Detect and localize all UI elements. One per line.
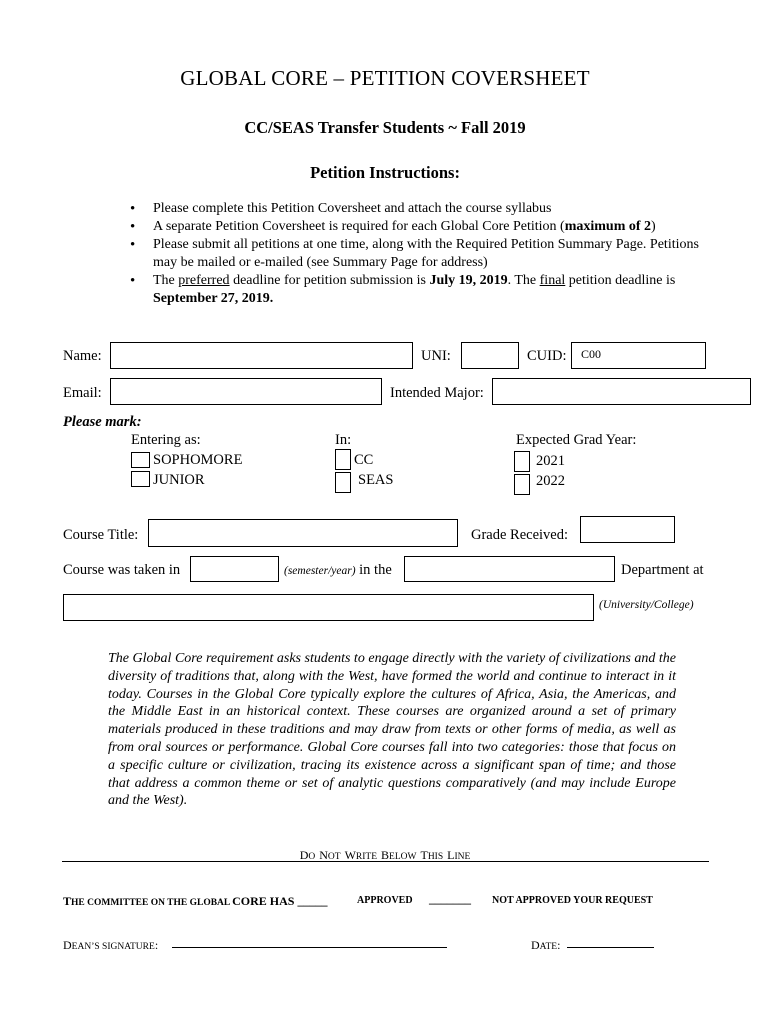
instruction-item bbox=[126, 272, 716, 308]
instruction-text: A separate Petition Coversheet is required for each Global Core Petition ( bbox=[153, 219, 565, 234]
junior-label: JUNIOR bbox=[153, 472, 205, 488]
dean-letter: D bbox=[63, 938, 72, 952]
instruction-text: Please complete this Petition Coversheet and attach the course syllabus bbox=[153, 201, 552, 216]
major-label: Intended Major: bbox=[390, 385, 484, 401]
name-field[interactable] bbox=[110, 342, 413, 369]
course-title-label: Course Title: bbox=[63, 527, 139, 543]
semester-year-hint-group bbox=[284, 562, 392, 579]
instruction-text: . The bbox=[507, 273, 540, 288]
final-text: final bbox=[539, 273, 566, 288]
global-core-description: The Global Core requirement asks students to engage directly with the variety of civilizations and the diversity of traditions that, along with the West, have formed the world and continue to interact in it today. Courses in the Global Core typically explore the cultures of Africa, Asia, the Americas, and the Middle East in an historical context. These courses are organized around a set of primary materials produced in these traditions and may draw from texts or other forms of media, as well as from oral sources or performance. Global Core courses fall into two categories: those that focus on a specific culture or civilization, tracing its existence across a significant span of time; and those that address a common theme or set of analytic questions comparatively (and may include Europe and the West). bbox=[108, 651, 676, 809]
dnw-letter: RITE bbox=[355, 852, 378, 862]
email-label: Email: bbox=[63, 385, 102, 401]
instructions-heading: Petition Instructions: bbox=[310, 163, 460, 182]
seas-label: SEAS bbox=[358, 472, 394, 488]
uni-field[interactable] bbox=[461, 342, 519, 369]
year-2022-label: 2022 bbox=[536, 473, 565, 489]
grade-received-field[interactable] bbox=[580, 516, 675, 543]
not-approved-blank: _______ bbox=[429, 892, 471, 906]
dnw-letter: W bbox=[344, 848, 356, 862]
instruction-text: petition deadline is bbox=[565, 273, 676, 288]
year-2021-checkbox[interactable] bbox=[514, 451, 530, 472]
max-petitions-text: maximum of 2 bbox=[564, 219, 652, 234]
dnw-letter: B bbox=[381, 848, 390, 862]
instruction-text: ) bbox=[651, 219, 656, 234]
dnw-letter: L bbox=[447, 848, 455, 862]
semester-year-hint: (semester/year) bbox=[284, 565, 356, 577]
cc-checkbox[interactable] bbox=[335, 449, 351, 470]
page-subtitle: CC/SEAS Transfer Students ~ Fall 2019 bbox=[244, 118, 526, 137]
date-line[interactable] bbox=[567, 934, 654, 948]
seas-checkbox[interactable] bbox=[335, 472, 351, 493]
dnw-letter: INE bbox=[454, 852, 471, 862]
course-title-field[interactable] bbox=[148, 519, 458, 547]
dean-text: IGNATURE bbox=[107, 942, 155, 952]
approved-blank: _____ bbox=[294, 894, 328, 908]
committee-statement bbox=[63, 892, 327, 910]
dnw-letter: ELOW bbox=[389, 852, 417, 862]
dnw-letter: N bbox=[319, 848, 328, 862]
dnw-letter: HIS bbox=[427, 852, 444, 862]
junior-checkbox[interactable] bbox=[131, 471, 150, 487]
preferred-deadline: July 19, 2019 bbox=[429, 273, 508, 288]
dean-text: EAN bbox=[71, 942, 92, 952]
dean-signature-label bbox=[63, 936, 158, 954]
year-2021-label: 2021 bbox=[536, 453, 565, 469]
dnw-letter: D bbox=[299, 848, 309, 862]
name-label: Name: bbox=[63, 348, 102, 364]
cuid-field[interactable] bbox=[571, 342, 706, 369]
divider-line bbox=[62, 861, 709, 862]
dean-text: ’S S bbox=[91, 942, 108, 952]
grade-received-label: Grade Received: bbox=[471, 527, 569, 543]
instruction-item bbox=[126, 236, 716, 272]
date-text: : bbox=[557, 938, 561, 952]
university-field[interactable] bbox=[63, 594, 594, 621]
year-2022-checkbox[interactable] bbox=[514, 474, 530, 495]
dnw-letter: O bbox=[308, 852, 316, 862]
semester-year-field[interactable] bbox=[190, 556, 279, 582]
uni-label: UNI: bbox=[421, 348, 451, 364]
cc-label: CC bbox=[354, 452, 374, 468]
dean-signature-line[interactable] bbox=[172, 934, 447, 948]
instructions-list bbox=[126, 200, 716, 308]
email-field[interactable] bbox=[110, 378, 382, 405]
date-text: ATE bbox=[539, 942, 558, 952]
in-the-label: in the bbox=[355, 562, 392, 578]
entering-as-label: Entering as: bbox=[131, 432, 201, 448]
page-title: GLOBAL CORE – PETITION COVERSHEET bbox=[180, 66, 590, 90]
dean-text: : bbox=[154, 938, 159, 952]
dnw-letter: OT bbox=[327, 852, 341, 862]
instruction-item bbox=[126, 218, 716, 236]
final-deadline: September 27, 2019. bbox=[153, 291, 274, 306]
preferred-text: preferred bbox=[178, 273, 230, 288]
instruction-item bbox=[126, 200, 716, 218]
please-mark-label: Please mark: bbox=[63, 414, 142, 430]
cuid-label: CUID: bbox=[527, 348, 567, 364]
sophomore-checkbox[interactable] bbox=[131, 452, 150, 468]
cuid-value: C00 bbox=[581, 347, 602, 361]
approved-label: APPROVED bbox=[357, 895, 413, 906]
committee-letter: T bbox=[63, 894, 72, 908]
committee-text: HE COMMITTEE ON THE GLOBAL bbox=[71, 898, 233, 908]
instruction-text: Please submit all petitions at one time, along with the Required Petition Summary Page. Petitions may be mailed or e-mailed (see Summary Page for address) bbox=[153, 237, 699, 270]
date-letter: D bbox=[531, 938, 540, 952]
instruction-text: The bbox=[153, 273, 179, 288]
department-field[interactable] bbox=[404, 556, 615, 582]
university-hint: (University/College) bbox=[599, 599, 694, 611]
not-approved-label: NOT APPROVED YOUR REQUEST bbox=[492, 895, 653, 906]
department-label: Department at bbox=[621, 562, 704, 578]
dnw-letter: T bbox=[420, 848, 428, 862]
instruction-text: deadline for petition submission is bbox=[229, 273, 430, 288]
intended-major-field[interactable] bbox=[492, 378, 751, 405]
sophomore-label: SOPHOMORE bbox=[153, 452, 243, 468]
date-label bbox=[531, 936, 560, 954]
committee-text: CORE HAS bbox=[232, 894, 295, 908]
taken-in-label: Course was taken in bbox=[63, 562, 181, 578]
grad-year-label: Expected Grad Year: bbox=[516, 432, 637, 448]
in-label: In: bbox=[335, 432, 352, 448]
